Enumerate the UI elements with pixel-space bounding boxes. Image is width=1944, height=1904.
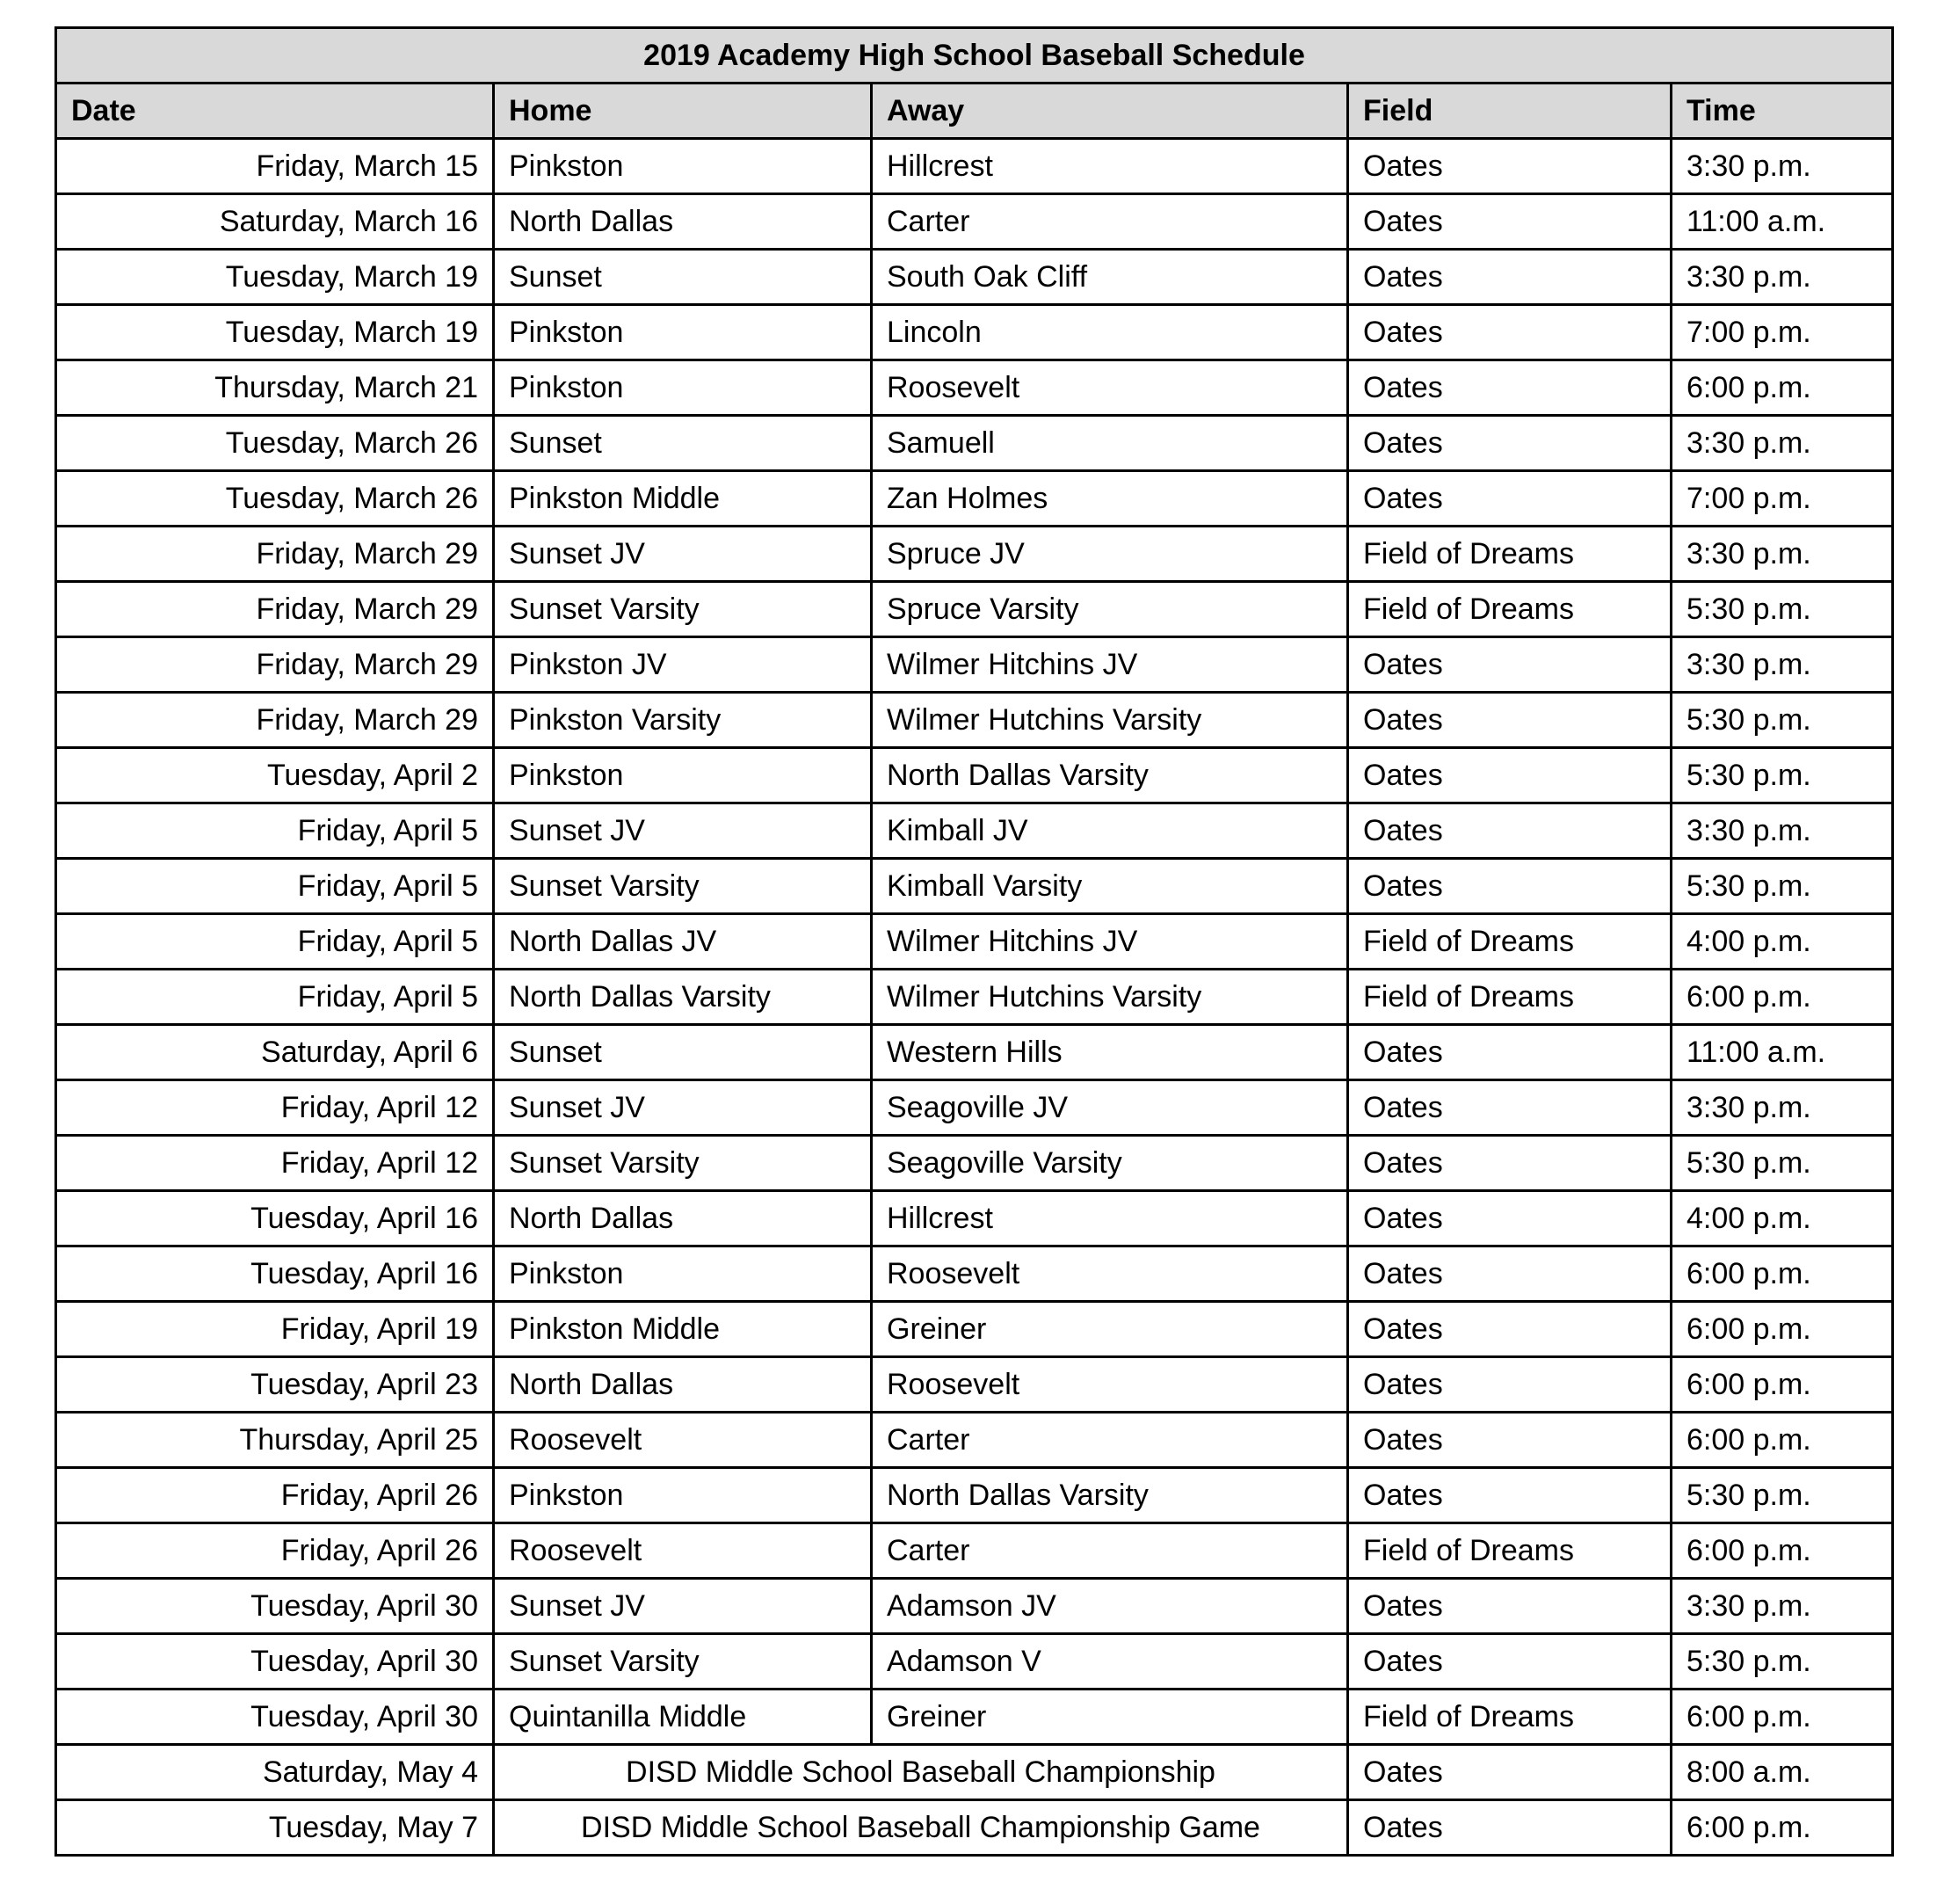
table-row [56, 1080, 1893, 1136]
cell-time: 8:00 a.m. [1672, 1745, 1893, 1800]
cell-time: 3:30 p.m. [1672, 1579, 1893, 1634]
cell-date: Friday, April 12 [56, 1080, 494, 1136]
table-row [56, 1191, 1893, 1246]
cell-field: Oates [1348, 1302, 1672, 1357]
cell-home: Roosevelt [494, 1413, 872, 1468]
column-header-away: Away [872, 84, 1348, 139]
cell-time: 6:00 p.m. [1672, 1246, 1893, 1302]
table-row [56, 471, 1893, 527]
cell-time: 6:00 p.m. [1672, 970, 1893, 1025]
cell-field: Oates [1348, 1080, 1672, 1136]
cell-time: 3:30 p.m. [1672, 803, 1893, 859]
cell-field: Oates [1348, 1468, 1672, 1523]
table-row [56, 194, 1893, 250]
cell-time: 4:00 p.m. [1672, 1191, 1893, 1246]
baseball-schedule-table [54, 26, 1894, 1857]
cell-field: Oates [1348, 1025, 1672, 1080]
cell-away: Spruce Varsity [872, 582, 1348, 637]
cell-date: Tuesday, March 19 [56, 305, 494, 360]
table-row [56, 1413, 1893, 1468]
cell-field: Field of Dreams [1348, 527, 1672, 582]
cell-home: North Dallas Varsity [494, 970, 872, 1025]
cell-field: Oates [1348, 748, 1672, 803]
cell-date: Tuesday, April 23 [56, 1357, 494, 1413]
cell-time: 3:30 p.m. [1672, 1080, 1893, 1136]
table-row [56, 416, 1893, 471]
cell-date: Friday, March 15 [56, 139, 494, 194]
cell-away: Western Hills [872, 1025, 1348, 1080]
cell-away: Wilmer Hitchins JV [872, 637, 1348, 693]
cell-home: Pinkston [494, 748, 872, 803]
table-row [56, 250, 1893, 305]
cell-home: Sunset Varsity [494, 1136, 872, 1191]
cell-away: Lincoln [872, 305, 1348, 360]
cell-field: Oates [1348, 1413, 1672, 1468]
cell-date: Friday, April 26 [56, 1523, 494, 1579]
cell-field: Oates [1348, 1800, 1672, 1856]
cell-home: Pinkston JV [494, 637, 872, 693]
cell-time: 6:00 p.m. [1672, 1690, 1893, 1745]
table-row [56, 527, 1893, 582]
table-row [56, 1302, 1893, 1357]
table-row [56, 748, 1893, 803]
cell-time: 5:30 p.m. [1672, 693, 1893, 748]
cell-field: Field of Dreams [1348, 970, 1672, 1025]
cell-time: 6:00 p.m. [1672, 360, 1893, 416]
table-row [56, 803, 1893, 859]
table-row [56, 1579, 1893, 1634]
cell-date: Tuesday, March 19 [56, 250, 494, 305]
cell-date: Tuesday, April 30 [56, 1634, 494, 1690]
cell-home: North Dallas [494, 1357, 872, 1413]
cell-home: Sunset Varsity [494, 859, 872, 914]
cell-date: Friday, April 12 [56, 1136, 494, 1191]
column-header-field: Field [1348, 84, 1672, 139]
cell-time: 3:30 p.m. [1672, 250, 1893, 305]
cell-home: Pinkston [494, 360, 872, 416]
cell-away: Kimball Varsity [872, 859, 1348, 914]
cell-time: 7:00 p.m. [1672, 471, 1893, 527]
cell-date: Tuesday, April 30 [56, 1579, 494, 1634]
cell-time: 3:30 p.m. [1672, 637, 1893, 693]
table-row [56, 693, 1893, 748]
cell-home: Sunset Varsity [494, 582, 872, 637]
cell-date: Tuesday, April 16 [56, 1246, 494, 1302]
table-row [56, 1246, 1893, 1302]
cell-time: 3:30 p.m. [1672, 416, 1893, 471]
cell-away: Adamson JV [872, 1579, 1348, 1634]
cell-field: Oates [1348, 471, 1672, 527]
cell-date: Friday, March 29 [56, 582, 494, 637]
cell-date: Friday, April 5 [56, 970, 494, 1025]
cell-field: Oates [1348, 803, 1672, 859]
cell-away: North Dallas Varsity [872, 1468, 1348, 1523]
table-row [56, 1800, 1893, 1856]
cell-time: 3:30 p.m. [1672, 139, 1893, 194]
cell-away: Zan Holmes [872, 471, 1348, 527]
cell-away: Hillcrest [872, 139, 1348, 194]
cell-date: Friday, April 5 [56, 803, 494, 859]
cell-date: Tuesday, April 2 [56, 748, 494, 803]
cell-field: Oates [1348, 1579, 1672, 1634]
cell-field: Oates [1348, 250, 1672, 305]
cell-away: Hillcrest [872, 1191, 1348, 1246]
table-row [56, 1745, 1893, 1800]
cell-away: Samuell [872, 416, 1348, 471]
cell-field: Oates [1348, 1745, 1672, 1800]
cell-date: Tuesday, May 7 [56, 1800, 494, 1856]
table-row [56, 1357, 1893, 1413]
cell-away: Spruce JV [872, 527, 1348, 582]
cell-date: Friday, April 26 [56, 1468, 494, 1523]
table-row [56, 1468, 1893, 1523]
cell-home: Pinkston [494, 1468, 872, 1523]
table-row [56, 914, 1893, 970]
cell-date: Friday, March 29 [56, 527, 494, 582]
cell-field: Oates [1348, 194, 1672, 250]
cell-away: North Dallas Varsity [872, 748, 1348, 803]
cell-time: 5:30 p.m. [1672, 859, 1893, 914]
cell-date: Friday, April 19 [56, 1302, 494, 1357]
cell-away: Carter [872, 1413, 1348, 1468]
cell-home: Sunset JV [494, 1579, 872, 1634]
cell-date: Saturday, May 4 [56, 1745, 494, 1800]
cell-time: 7:00 p.m. [1672, 305, 1893, 360]
cell-away: Wilmer Hutchins Varsity [872, 693, 1348, 748]
cell-field: Field of Dreams [1348, 914, 1672, 970]
cell-home: Sunset JV [494, 803, 872, 859]
cell-date: Friday, March 29 [56, 637, 494, 693]
cell-home: Sunset [494, 1025, 872, 1080]
cell-away: Roosevelt [872, 1246, 1348, 1302]
cell-away: Kimball JV [872, 803, 1348, 859]
table-row [56, 1523, 1893, 1579]
cell-field: Field of Dreams [1348, 582, 1672, 637]
cell-date: Friday, March 29 [56, 693, 494, 748]
cell-field: Oates [1348, 1634, 1672, 1690]
cell-away: Wilmer Hitchins JV [872, 914, 1348, 970]
schedule-body [56, 139, 1893, 1856]
cell-date: Saturday, April 6 [56, 1025, 494, 1080]
cell-home: Roosevelt [494, 1523, 872, 1579]
cell-away: Roosevelt [872, 1357, 1348, 1413]
cell-field: Field of Dreams [1348, 1523, 1672, 1579]
title-row [56, 28, 1893, 84]
cell-home: North Dallas [494, 194, 872, 250]
cell-field: Oates [1348, 1246, 1672, 1302]
cell-time: 5:30 p.m. [1672, 748, 1893, 803]
cell-home: Sunset JV [494, 1080, 872, 1136]
cell-home: Sunset JV [494, 527, 872, 582]
table-row [56, 360, 1893, 416]
cell-time: 6:00 p.m. [1672, 1357, 1893, 1413]
cell-field: Oates [1348, 637, 1672, 693]
cell-date: Friday, April 5 [56, 914, 494, 970]
cell-field: Oates [1348, 1191, 1672, 1246]
cell-away: Carter [872, 194, 1348, 250]
cell-field: Oates [1348, 305, 1672, 360]
cell-field: Field of Dreams [1348, 1690, 1672, 1745]
cell-time: 6:00 p.m. [1672, 1523, 1893, 1579]
table-row [56, 637, 1893, 693]
cell-date: Tuesday, March 26 [56, 471, 494, 527]
cell-event: DISD Middle School Baseball Championship Game [494, 1800, 1348, 1856]
cell-away: Seagoville JV [872, 1080, 1348, 1136]
cell-field: Oates [1348, 360, 1672, 416]
page-title: 2019 Academy High School Baseball Schedule [56, 28, 1893, 84]
cell-time: 6:00 p.m. [1672, 1800, 1893, 1856]
cell-away: Adamson V [872, 1634, 1348, 1690]
cell-date: Saturday, March 16 [56, 194, 494, 250]
cell-time: 5:30 p.m. [1672, 1136, 1893, 1191]
cell-away: Carter [872, 1523, 1348, 1579]
cell-time: 5:30 p.m. [1672, 582, 1893, 637]
cell-event: DISD Middle School Baseball Championship [494, 1745, 1348, 1800]
cell-field: Oates [1348, 1357, 1672, 1413]
table-row [56, 1690, 1893, 1745]
cell-field: Oates [1348, 693, 1672, 748]
cell-home: Quintanilla Middle [494, 1690, 872, 1745]
cell-date: Tuesday, March 26 [56, 416, 494, 471]
table-row [56, 139, 1893, 194]
cell-away: Seagoville Varsity [872, 1136, 1348, 1191]
cell-home: North Dallas JV [494, 914, 872, 970]
cell-time: 3:30 p.m. [1672, 527, 1893, 582]
cell-home: North Dallas [494, 1191, 872, 1246]
table-row [56, 305, 1893, 360]
cell-home: Pinkston Middle [494, 1302, 872, 1357]
cell-time: 4:00 p.m. [1672, 914, 1893, 970]
table-row [56, 1634, 1893, 1690]
table-row [56, 582, 1893, 637]
cell-time: 6:00 p.m. [1672, 1413, 1893, 1468]
cell-time: 5:30 p.m. [1672, 1634, 1893, 1690]
cell-home: Pinkston [494, 139, 872, 194]
cell-date: Tuesday, April 16 [56, 1191, 494, 1246]
cell-time: 6:00 p.m. [1672, 1302, 1893, 1357]
cell-field: Oates [1348, 1136, 1672, 1191]
cell-away: South Oak Cliff [872, 250, 1348, 305]
cell-field: Oates [1348, 859, 1672, 914]
column-header-time: Time [1672, 84, 1893, 139]
cell-time: 11:00 a.m. [1672, 194, 1893, 250]
cell-home: Pinkston [494, 1246, 872, 1302]
column-header-date: Date [56, 84, 494, 139]
cell-time: 11:00 a.m. [1672, 1025, 1893, 1080]
column-header-home: Home [494, 84, 872, 139]
cell-home: Sunset Varsity [494, 1634, 872, 1690]
table-row [56, 1136, 1893, 1191]
cell-date: Tuesday, April 30 [56, 1690, 494, 1745]
cell-home: Sunset [494, 250, 872, 305]
cell-away: Roosevelt [872, 360, 1348, 416]
cell-away: Greiner [872, 1302, 1348, 1357]
cell-home: Pinkston Varsity [494, 693, 872, 748]
cell-date: Thursday, March 21 [56, 360, 494, 416]
cell-home: Pinkston Middle [494, 471, 872, 527]
table-row [56, 970, 1893, 1025]
table-row [56, 1025, 1893, 1080]
table-row [56, 859, 1893, 914]
cell-date: Thursday, April 25 [56, 1413, 494, 1468]
cell-away: Wilmer Hutchins Varsity [872, 970, 1348, 1025]
cell-home: Sunset [494, 416, 872, 471]
cell-date: Friday, April 5 [56, 859, 494, 914]
cell-away: Greiner [872, 1690, 1348, 1745]
cell-home: Pinkston [494, 305, 872, 360]
cell-field: Oates [1348, 139, 1672, 194]
header-row [56, 84, 1893, 139]
cell-time: 5:30 p.m. [1672, 1468, 1893, 1523]
cell-field: Oates [1348, 416, 1672, 471]
